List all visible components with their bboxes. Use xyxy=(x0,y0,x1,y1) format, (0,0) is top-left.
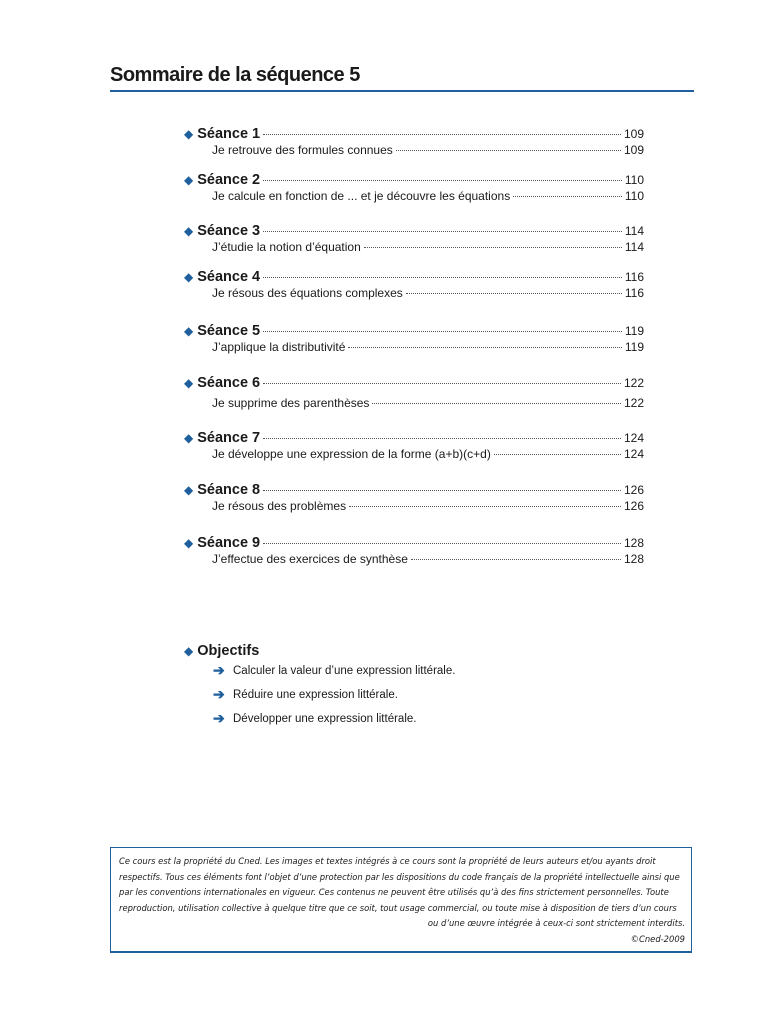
seance-label: Séance 2 xyxy=(197,172,261,188)
page-number: 110 xyxy=(624,173,644,187)
seance-label: Séance 8 xyxy=(197,482,261,498)
objective-text: Calculer la valeur d’une expression littérale. xyxy=(233,664,456,677)
page-number: 119 xyxy=(624,340,644,354)
title-divider xyxy=(110,90,694,92)
notice-line: Ce cours est la propriété du Cned. Les images et textes intégrés à ce cours sont la propriété de leurs auteurs et/ou ayants droit xyxy=(119,856,656,866)
seance-label: Séance 1 xyxy=(197,126,261,142)
objective-text: Développer une expression littérale. xyxy=(233,712,417,725)
diamond-icon: ◆ xyxy=(184,644,194,658)
diamond-icon: ◆ xyxy=(184,536,194,550)
dot-leader xyxy=(396,150,621,151)
seance-label: Séance 7 xyxy=(197,430,261,446)
notice-line: reproduction, utilisation collective à quelque titre que ce soit, tout usage commercial, ou toute mise à disposition de tiers d’un cours xyxy=(119,902,677,913)
seance-label: Séance 9 xyxy=(197,535,261,551)
dot-leader xyxy=(372,403,621,404)
diamond-icon: ◆ xyxy=(184,224,194,238)
diamond-icon: ◆ xyxy=(184,431,194,445)
page-number: 128 xyxy=(623,552,644,566)
notice-line: ou d’une œuvre intégrée à ceux-ci sont strictement interdits. xyxy=(427,918,685,929)
arrow-right-icon: ➔ xyxy=(213,686,225,702)
page-title: Sommaire de la séquence 5 xyxy=(110,64,360,86)
page-number: 110 xyxy=(624,189,644,203)
dot-leader xyxy=(263,543,621,544)
seance-subtitle: Je calcule en fonction de ... et je découvre les équations xyxy=(212,189,511,203)
toc-entry-seance-5[interactable] xyxy=(184,323,668,354)
dot-leader xyxy=(406,293,622,294)
dot-leader xyxy=(411,559,621,560)
objective-item xyxy=(213,710,416,727)
objective-item xyxy=(213,686,398,703)
arrow-right-icon: ➔ xyxy=(213,710,225,726)
copyright-notice xyxy=(110,847,692,953)
seance-subtitle: Je développe une expression de la forme (a+b)(c+d) xyxy=(212,447,491,461)
dot-leader xyxy=(263,231,622,232)
seance-label: Séance 6 xyxy=(197,375,261,391)
page-number: 126 xyxy=(623,483,644,497)
dot-leader xyxy=(263,134,621,135)
dot-leader xyxy=(263,331,622,332)
page-number: 128 xyxy=(623,536,644,550)
page-number: 122 xyxy=(623,376,644,390)
diamond-icon: ◆ xyxy=(184,324,194,338)
seance-subtitle: Je retrouve des formules connues xyxy=(212,143,393,157)
seance-subtitle: J’effectue des exercices de synthèse xyxy=(212,552,408,566)
page-number: 122 xyxy=(623,396,644,410)
page-number: 114 xyxy=(624,240,644,254)
seance-subtitle: Je résous des problèmes xyxy=(212,499,347,513)
diamond-icon: ◆ xyxy=(184,127,194,141)
seance-subtitle: J’étudie la notion d’équation xyxy=(212,240,361,254)
arrow-right-icon: ➔ xyxy=(213,662,225,678)
dot-leader xyxy=(263,490,621,491)
diamond-icon: ◆ xyxy=(184,173,194,187)
diamond-icon: ◆ xyxy=(184,483,194,497)
page-number: 116 xyxy=(624,270,644,284)
dot-leader xyxy=(348,347,621,348)
dot-leader xyxy=(263,383,621,384)
copyright-text: ©Cned-2009 xyxy=(630,933,685,944)
page-number: 109 xyxy=(623,143,644,157)
toc-entry-seance-1[interactable] xyxy=(184,126,668,157)
toc-entry-seance-7[interactable] xyxy=(184,430,668,461)
dot-leader xyxy=(263,180,622,181)
toc-entry-seance-8[interactable] xyxy=(184,482,668,513)
diamond-icon: ◆ xyxy=(184,376,194,390)
page-number: 109 xyxy=(623,127,644,141)
objective-text: Réduire une expression littérale. xyxy=(233,688,398,701)
notice-line: respectifs. Tous ces éléments font l’objet d’une protection par les dispositions du code français de la propriété intellectuelle ainsi que xyxy=(119,871,680,882)
toc-entry-seance-2[interactable] xyxy=(184,172,668,203)
objectifs-title: Objectifs xyxy=(197,643,260,659)
objective-item xyxy=(213,662,455,679)
seance-subtitle: J’applique la distributivité xyxy=(212,340,346,354)
dot-leader xyxy=(263,277,622,278)
dot-leader xyxy=(494,454,621,455)
seance-label: Séance 5 xyxy=(197,323,261,339)
seance-subtitle: Je supprime des parenthèses xyxy=(212,396,370,410)
page-number: 114 xyxy=(624,224,644,238)
page-number: 119 xyxy=(624,324,644,338)
seance-subtitle: Je résous des équations complexes xyxy=(212,286,403,300)
toc-entry-seance-3[interactable] xyxy=(184,223,668,254)
objectifs-heading xyxy=(184,643,259,659)
notice-line: par les conventions internationales en vigueur. Ces contenus ne peuvent être utilisés qu’à des fins strictement personnelles. Toute xyxy=(119,887,669,898)
dot-leader xyxy=(349,506,621,507)
page-number: 124 xyxy=(623,431,644,445)
seance-label: Séance 4 xyxy=(197,269,261,285)
dot-leader xyxy=(263,438,621,439)
seance-label: Séance 3 xyxy=(197,223,261,239)
page-number: 124 xyxy=(623,447,644,461)
dot-leader xyxy=(513,196,622,197)
toc-entry-seance-9[interactable] xyxy=(184,535,668,566)
toc-entry-seance-6[interactable] xyxy=(184,375,668,410)
toc-entry-seance-4[interactable] xyxy=(184,269,668,300)
dot-leader xyxy=(364,247,622,248)
page-number: 126 xyxy=(623,499,644,513)
diamond-icon: ◆ xyxy=(184,270,194,284)
page-number: 116 xyxy=(624,286,644,300)
